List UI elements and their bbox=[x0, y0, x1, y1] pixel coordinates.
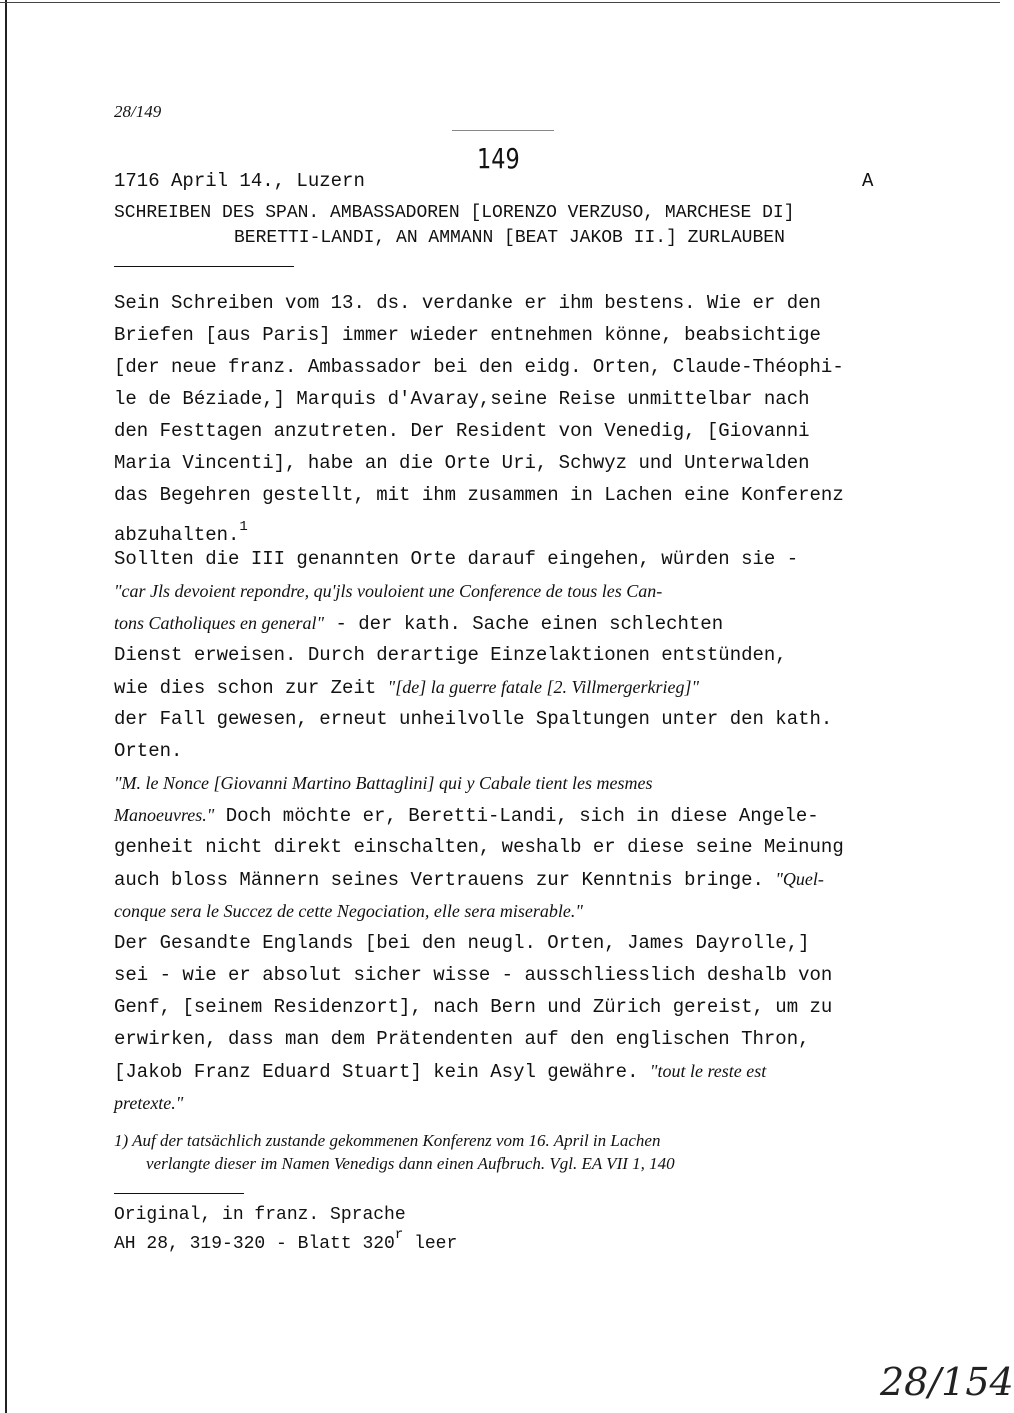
text-line bbox=[114, 511, 894, 546]
text-segment: [Jakob Franz Eduard Stuart] kein Asyl gewähre. bbox=[114, 1061, 650, 1083]
text-segment: - der kath. Sache einen schlechten bbox=[324, 613, 724, 635]
footnote-marker: 1 bbox=[239, 519, 248, 535]
text-line: Sollten die III genannten Orte darauf eingehen, würden sie - bbox=[114, 548, 799, 570]
quote-segment: "Quel- bbox=[775, 869, 824, 889]
quote-segment: tons Catholiques en general" bbox=[114, 613, 325, 633]
document-title-line: SCHREIBEN DES SPAN. AMBASSADOREN [LORENZO VERZUSO, MARCHESE DI] bbox=[114, 203, 795, 223]
quote-segment: "tout le reste est bbox=[649, 1061, 767, 1081]
text-segment: auch bloss Männern seines Vertrauens zur Kenntnis bringe. bbox=[114, 869, 776, 891]
document-reference: 28/149 bbox=[114, 102, 162, 121]
source-note: Original, in franz. Sprache bbox=[114, 1205, 406, 1225]
text-line: der Fall gewesen, erneut unheilvolle Spaltungen unter den kath. bbox=[114, 708, 833, 730]
divider bbox=[452, 130, 554, 131]
text-segment: Doch möchte er, Beretti-Landi, sich in diese Angele- bbox=[214, 805, 819, 827]
text-line: [der neue franz. Ambassador bei den eidg. Orten, Claude-Théophi- bbox=[114, 356, 844, 378]
text-line: Sein Schreiben vom 13. ds. verdanke er ihm bestens. Wie er den bbox=[114, 292, 821, 314]
divider bbox=[114, 266, 294, 267]
footnote-line: verlangte dieser im Namen Venedigs dann einen Aufbruch. Vgl. EA VII 1, 140 bbox=[146, 1154, 675, 1173]
source-reference-text: AH 28, 319-320 - Blatt 320 bbox=[114, 1234, 395, 1254]
text-line: sei - wie er absolut sicher wisse - ausschliesslich deshalb von bbox=[114, 964, 833, 986]
text-line: Orten. bbox=[114, 740, 183, 762]
source-reference bbox=[114, 1227, 457, 1254]
divider bbox=[114, 1193, 244, 1194]
text-line bbox=[114, 671, 894, 703]
text-line bbox=[114, 863, 894, 895]
text-line bbox=[114, 799, 894, 831]
date-place: 1716 April 14., Luzern bbox=[114, 170, 365, 192]
footnote-line: 1) Auf der tatsächlich zustande gekommenen Konferenz vom 16. April in Lachen bbox=[114, 1131, 661, 1150]
text-line: Briefen [aus Paris] immer wieder entnehmen könne, beabsichtige bbox=[114, 324, 821, 346]
text-line: "car Jls devoient repondre, qu'jls vouloient une Conference de tous les Can- bbox=[114, 581, 663, 601]
text-line: "M. le Nonce [Giovanni Martino Battaglini] qui y Cabale tient les mesmes bbox=[114, 773, 653, 793]
text-line: Genf, [seinem Residenzort], nach Bern und Zürich gereist, um zu bbox=[114, 996, 833, 1018]
text-line: Dienst erweisen. Durch derartige Einzelaktionen entstünden, bbox=[114, 644, 787, 666]
page-number: 149 bbox=[477, 142, 520, 175]
text-line: den Festtagen anzutreten. Der Resident von Venedig, [Giovanni bbox=[114, 420, 810, 442]
text-line: Maria Vincenti], habe an die Orte Uri, Schwyz und Unterwalden bbox=[114, 452, 810, 474]
document-title-line: BERETTI-LANDI, AN AMMANN [BEAT JAKOB II.] ZURLAUBEN bbox=[234, 228, 785, 248]
source-reference-end: leer bbox=[403, 1234, 458, 1254]
text-line: le de Béziade,] Marquis d'Avaray,seine Reise unmittelbar nach bbox=[114, 388, 810, 410]
page-edge-top bbox=[0, 2, 1000, 3]
quote-segment: "[de] la guerre fatale [2. Villmergerkrieg]" bbox=[387, 677, 700, 697]
text-line: pretexte." bbox=[114, 1093, 184, 1113]
superscript: r bbox=[394, 1227, 404, 1243]
text-line: das Begehren gestellt, mit ihm zusammen in Lachen eine Konferenz bbox=[114, 484, 844, 506]
text-segment: wie dies schon zur Zeit bbox=[114, 677, 388, 699]
handwritten-archive-number: 28/154 bbox=[880, 1360, 1014, 1404]
text-line: Der Gesandte Englands [bei den neugl. Orten, James Dayrolle,] bbox=[114, 932, 810, 954]
text-line bbox=[114, 607, 894, 639]
text-line: erwirken, dass man dem Prätendenten auf den englischen Thron, bbox=[114, 1028, 810, 1050]
text-segment: abzuhalten. bbox=[114, 524, 240, 546]
grade-letter: A bbox=[862, 170, 874, 192]
text-line: genheit nicht direkt einschalten, weshalb er diese seine Meinung bbox=[114, 836, 844, 858]
footnote bbox=[114, 1129, 675, 1175]
body-text bbox=[114, 287, 894, 1119]
page-edge-left bbox=[5, 0, 7, 1413]
text-line: conque sera le Succez de cette Negociation, elle sera miserable." bbox=[114, 901, 583, 921]
quote-segment: Manoeuvres." bbox=[114, 805, 215, 825]
text-line bbox=[114, 1055, 894, 1087]
